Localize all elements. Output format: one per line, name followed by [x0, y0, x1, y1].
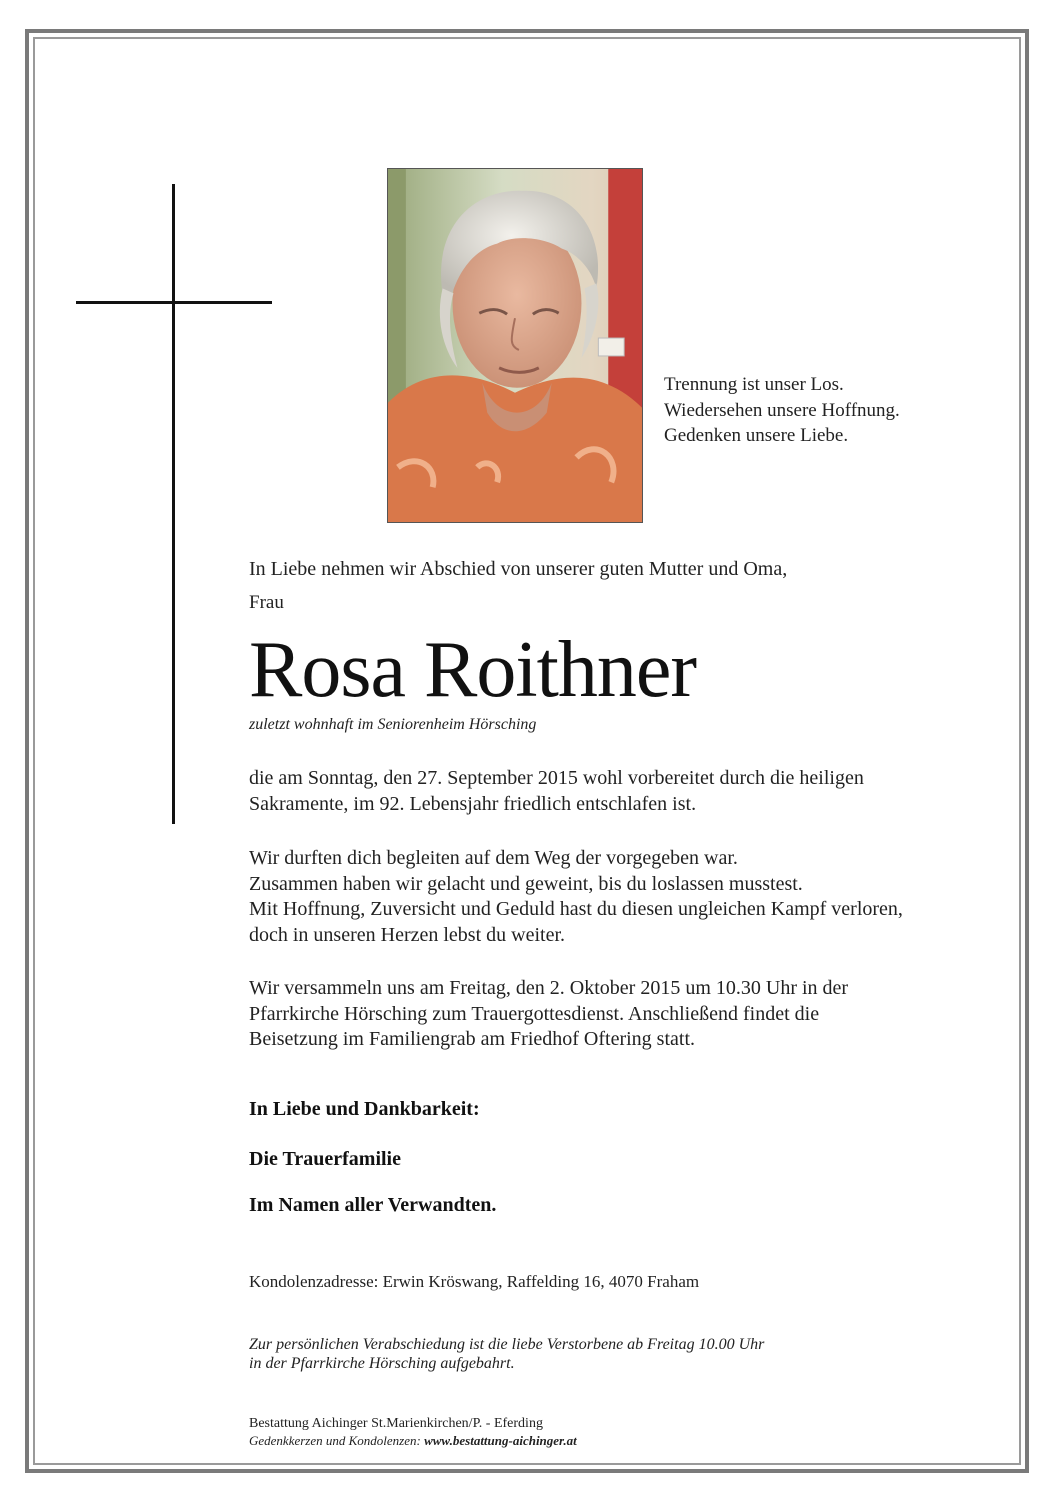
viewing-line: in der Pfarrkirche Hörsching aufgebahrt.: [249, 1355, 515, 1372]
footer-candles-line: [249, 1433, 577, 1449]
paragraph-line: Sakramente, im 92. Lebensjahr friedlich entschlafen ist.: [249, 792, 697, 815]
paragraph-line: Pfarrkirche Hörsching zum Trauergottesdienst. Anschließend findet die: [249, 1002, 820, 1025]
candles-label: Gedenkkerzen und Kondolenzen:: [249, 1433, 425, 1448]
paragraph-line: die am Sonntag, den 27. September 2015 wohl vorbereitet durch die heiligen: [249, 767, 864, 789]
poem-line: Trennung ist unser Los.: [664, 374, 844, 395]
paragraph-line: doch in unseren Herzen lebst du weiter.: [249, 923, 566, 946]
closing-gratitude: In Liebe und Dankbarkeit:: [249, 1098, 480, 1120]
cross-icon-vertical: [172, 184, 175, 824]
paragraph-line: Mit Hoffnung, Zuversicht und Geduld hast du diesen ungleichen Kampf verloren,: [249, 898, 903, 920]
portrait-photo: [387, 168, 643, 523]
deceased-name: Rosa Roithner: [249, 626, 696, 714]
salutation: Frau: [249, 592, 284, 613]
funeral-details-paragraph: [249, 976, 848, 1053]
residence-note: zuletzt wohnhaft im Seniorenheim Hörsching: [249, 716, 537, 733]
paragraph-line: Beisetzung im Familiengrab am Friedhof Oftering statt.: [249, 1028, 696, 1050]
condolence-address: Kondolenzadresse: Erwin Kröswang, Raffelding 16, 4070 Fraham: [249, 1272, 700, 1291]
paragraph-line: Wir durften dich begleiten auf dem Weg der vorgegeben war.: [249, 847, 738, 869]
paragraph-line: Wir versammeln uns am Freitag, den 2. Oktober 2015 um 10.30 Uhr in der: [249, 977, 849, 999]
viewing-line: Zur persönlichen Verabschiedung ist die liebe Verstorbene ab Freitag 10.00 Uhr: [249, 1336, 765, 1353]
poem-line: Wiedersehen unsere Hoffnung.: [664, 399, 900, 421]
closing-relatives: Im Namen aller Verwandten.: [249, 1194, 497, 1216]
poem-verse: [664, 372, 900, 449]
closing-family: Die Trauerfamilie: [249, 1148, 401, 1170]
viewing-note: [249, 1335, 764, 1373]
funeral-home-name: Bestattung Aichinger St.Marienkirchen/P. - Eferding: [249, 1416, 543, 1431]
website-link[interactable]: www.bestattung-aichinger.at: [424, 1433, 577, 1448]
cross-icon-horizontal: [76, 301, 272, 304]
intro-text: In Liebe nehmen wir Abschied von unserer guten Mutter und Oma,: [249, 558, 788, 580]
death-announcement-paragraph: [249, 766, 864, 817]
remembrance-paragraph: [249, 846, 903, 948]
paragraph-line: Zusammen haben wir gelacht und geweint, bis du loslassen musstest.: [249, 872, 803, 895]
poem-line: Gedenken unsere Liebe.: [664, 425, 849, 446]
